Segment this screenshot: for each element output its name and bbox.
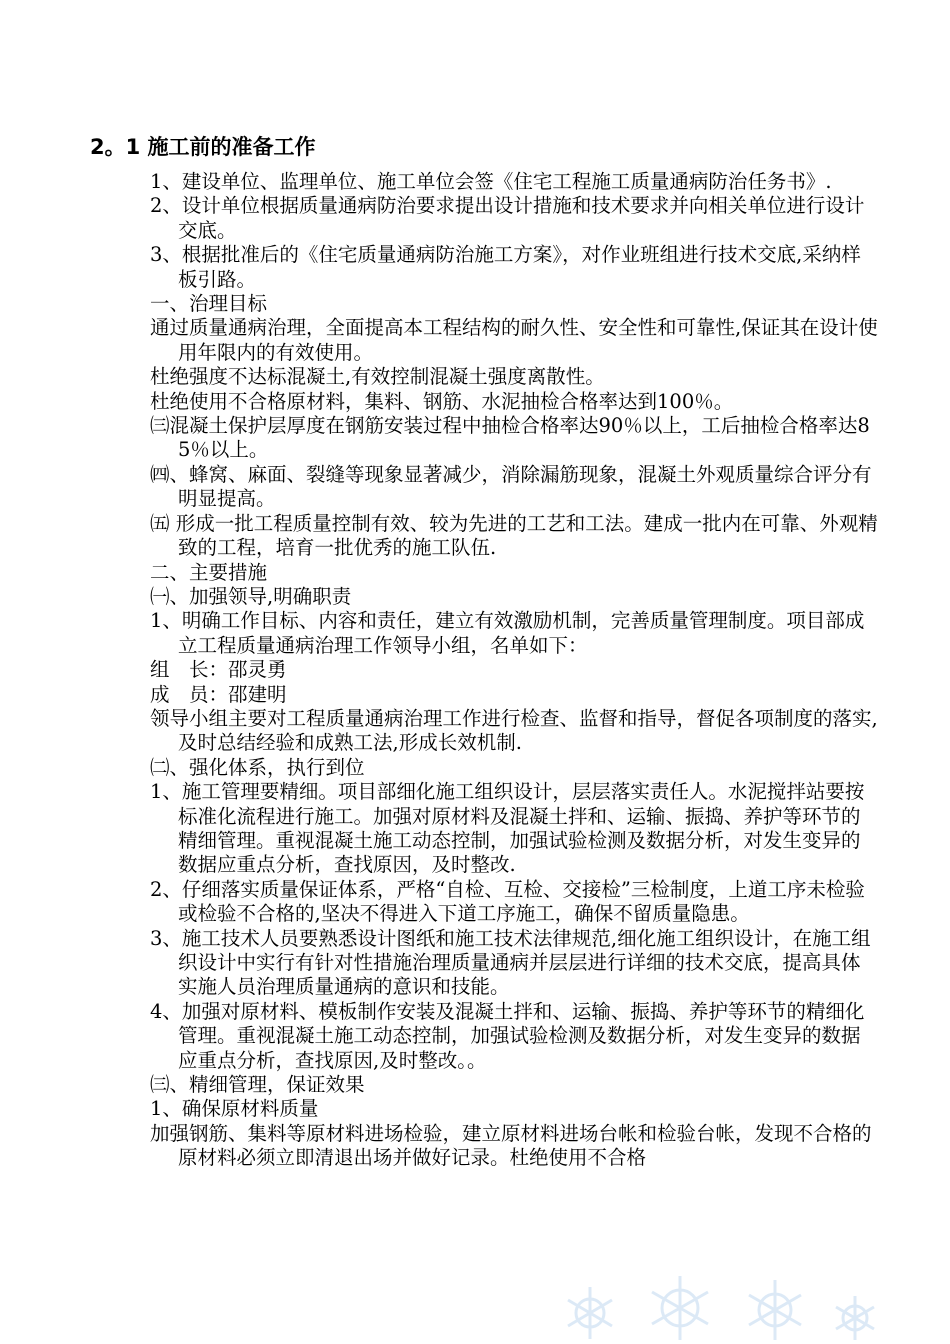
paragraph: 1、确保原材料质量	[150, 1097, 319, 1121]
paragraph: 组 长：邵灵勇	[150, 658, 287, 682]
paragraph: 成 员：邵建明	[150, 682, 287, 706]
paragraph: 3、根据批准后的《住宅质量通病防治施工方案》，对作业班组进行技术交底,采纳样板引路。	[150, 243, 861, 291]
paragraph: 2、仔细落实质量保证体系，严格“自检、互检、交接检”三检制度，上道工序未检验或检验不合格的,坚决不得进入下道工序施工，确保不留质量隐患。	[150, 877, 865, 926]
section-heading: 2。1 施工前的准备工作	[90, 135, 316, 159]
paragraph: 2、设计单位根据质量通病防治要求提出设计措施和技术要求并向相关单位进行设计交底。	[150, 194, 865, 242]
paragraph: ㈡、强化体系，执行到位	[150, 755, 365, 779]
document-body	[150, 170, 878, 1171]
paragraph: 1、建设单位、监理单位、施工单位会签《住宅工程施工质量通病防治任务书》.	[150, 170, 832, 193]
paragraph: 4、加强对原材料、模板制作安装及混凝土拌和、运输、振捣、养护等环节的精细化管理。重视混凝土施工动态控制，加强试验检测及数据分析，对发生变异的数据应重点分析，查找原因,及时整改。。	[150, 999, 865, 1072]
paragraph: 杜绝强度不达标混凝土,有效控制混凝土强度离散性。	[150, 365, 605, 389]
paragraph: ㈠、加强领导,明确职责	[150, 584, 352, 608]
paragraph: 二、主要措施	[150, 560, 268, 584]
paragraph: 加强钢筋、集料等原材料进场检验，建立原材料进场台帐和检验台帐，发现不合格的原材料必须立即清退出场并做好记录。杜绝使用不合格	[150, 1121, 872, 1170]
paragraph: ㈣、蜂窝、麻面、裂缝等现象显著减少，消除漏筋现象，混凝土外观质量综合评分有明显提高。	[150, 462, 872, 511]
paragraph: 领导小组主要对工程质量通病治理工作进行检查、监督和指导，督促各项制度的落实,及时总结经验和成熟工法,形成长效机制.	[150, 706, 878, 755]
paragraph: 一、治理目标	[150, 292, 268, 316]
paragraph: ㈢混凝土保护层厚度在钢筋安装过程中抽检合格率达90％以上，工后抽检合格率达85％以上。	[150, 414, 870, 462]
paragraph: 1、明确工作目标、内容和责任，建立有效激励机制，完善质量管理制度。项目部成立工程质量通病治理工作领导小组，名单如下：	[150, 609, 865, 657]
paragraph: 3、施工技术人员要熟悉设计图纸和施工技术法律规范,细化施工组织设计，在施工组织设计中实行有针对性措施治理质量通病并层层进行详细的技术交底，提高具体实施人员治理质量通病的意识和技能。	[150, 926, 871, 999]
paragraph: 杜绝使用不合格原材料，集料、钢筋、水泥抽检合格率达到100％。	[150, 389, 734, 413]
paragraph: ㈤ 形成一批工程质量控制有效、较为先进的工艺和工法。建成一批内在可靠、外观精致的工程，培育一批优秀的施工队伍.	[150, 511, 878, 560]
paragraph: 通过质量通病治理，全面提高本工程结构的耐久性、安全性和可靠性,保证其在设计使用年限内的有效使用。	[150, 316, 878, 364]
paragraph: 1、施工管理要精细。项目部细化施工组织设计，层层落实责任人。水泥搅拌站要按标准化流程进行施工。加强对原材料及混凝土拌和、运输、振捣、养护等环节的精细管理。重视混凝土施工动态控制，加强试验检测及数据分析，对发生变异的数据应重点分析，查找原因，及时整改.	[150, 780, 865, 877]
snowflake-watermark-icon	[560, 1268, 880, 1344]
paragraph: ㈢、精细管理，保证效果	[150, 1073, 365, 1097]
